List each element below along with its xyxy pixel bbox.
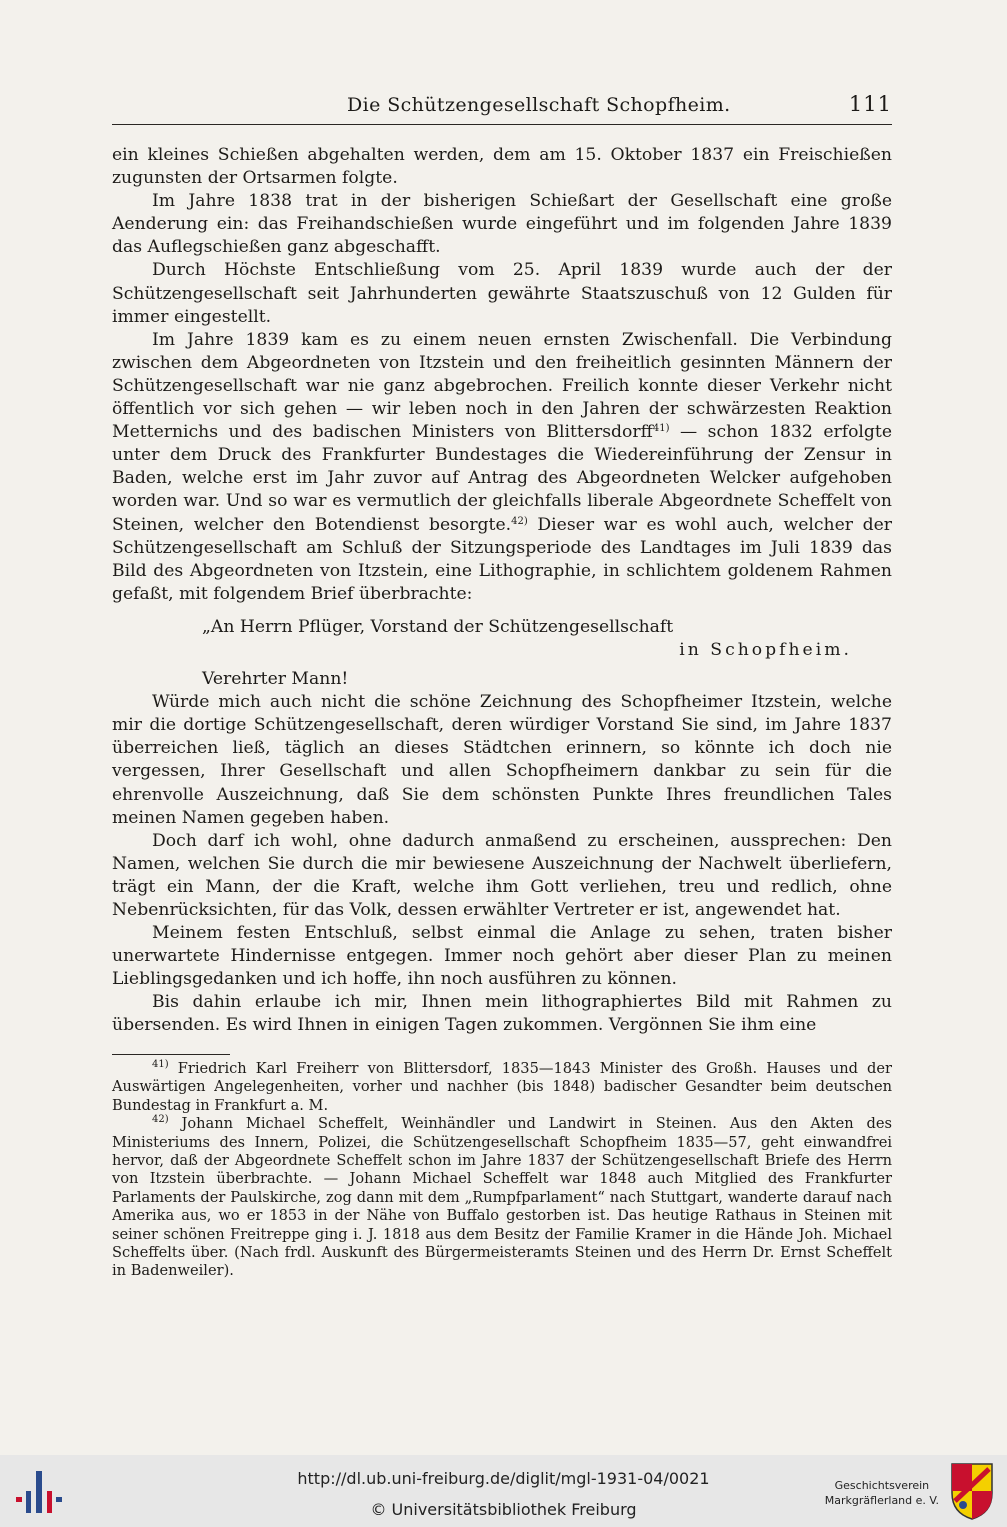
society-line: Markgräflerland e. V. <box>824 1494 939 1507</box>
letter-salutation: Verehrter Mann! <box>202 669 349 690</box>
paragraph: Im Jahre 1838 trat in der bisherigen Schießart der Gesellschaft eine große Aenderung ein: das Freihandschießen wurde eingeführt und im folgenden Jahre 1839 das Auflegschießen ganz abgeschafft. <box>112 191 892 258</box>
paragraph <box>112 329 892 606</box>
coat-of-arms-icon[interactable] <box>949 1461 995 1521</box>
society-name <box>825 1478 939 1508</box>
footnote-marker: 41) <box>152 1059 169 1070</box>
permalink-url[interactable]: http://dl.ub.uni-freiburg.de/diglit/mgl-1931-04/0021 <box>297 1469 710 1488</box>
copyright-notice: © Universitätsbibliothek Freiburg <box>370 1500 637 1519</box>
text-run: — schon 1832 erfolgte unter dem Druck des Frankfurter Bundestages die Wiedereinführung der Zensur in Baden, welche erst im Jahr zuvor auf Antrag des Abgeordneten Welcker aufgehoben worden war. Und so war es vermutlich der gleichfalls liberale Abgeordnete Scheffelt von Steinen, welcher den Botendienst besorgte. <box>112 422 893 535</box>
footnote-divider <box>112 1054 230 1055</box>
letter-paragraph: Doch darf ich wohl, ohne dadurch anmaßend zu erscheinen, aussprechen: Den Namen, welchen Sie durch die mir bewiesene Auszeichnung der Nachwelt überliefern, trägt ein Mann, der die Kraft, welche ihm Gott verliehen, treu und redlich, ohne Nebenrücksichten, für das Volk, dessen erwählter Vertreter er ist, angewendet hat. <box>112 830 892 920</box>
letter-paragraph: Bis dahin erlaube ich mir, Ihnen mein lithographiertes Bild mit Rahmen zu übersenden. Es wird Ihnen in einigen Tagen zukommen. Vergönnen Sie ihm eine <box>112 992 892 1036</box>
footnotes <box>112 1060 892 1281</box>
page-header <box>112 92 892 125</box>
footnote-text: Friedrich Karl Freiherr von Blittersdorf, 1835—1843 Minister des Großh. Hauses und der Auswärtigen Angelegenheiten, vorher und nachher (bis 1848) badischer Gesandter beim deutschen Bundestag in Frankfurt a. M. <box>112 1060 892 1114</box>
paragraph: ein kleines Schießen abgehalten werden, dem am 15. Oktober 1837 ein Freischießen zugunsten der Ortsarmen folgte. <box>112 145 892 189</box>
footnote-ref: 41) <box>652 423 670 435</box>
address-line: „An Herrn Pflüger, Vorstand der Schützengesellschaft <box>202 616 674 637</box>
page-number: 111 <box>848 92 892 116</box>
text-run: Dieser war es wohl auch, welcher der Schützengesellschaft am Schluß der Sitzungsperiode des Landtages im Juli 1839 das Bild des Abgeordneten von Itzstein, eine Lithographie, in schlichtem goldenem Rahmen gefaßt, mit folgendem Brief überbrachte: <box>112 514 892 604</box>
letter-paragraph: Würde mich auch nicht die schöne Zeichnung des Schopfheimer Itzstein, welche mir die dortige Schützengesellschaft, deren würdiger Vorstand Sie sind, im Jahre 1837 überreichen ließ, täglich an dieses Städtchen erinnern, so könnte ich doch nie vergessen, Ihrer Gesellschaft und allen Schopfheimern dankbar zu sein für die ehrenvolle Auszeichnung, daß Sie dem schönsten Punkte Ihres freundlichen Tales meinen Namen gegeben haben. <box>112 692 892 828</box>
address-line: in Schopfheim. <box>679 639 852 660</box>
viewer-footer <box>0 1455 1007 1527</box>
letter-address <box>112 616 892 662</box>
text-run: Im Jahre 1839 kam es zu einem neuen ernsten Zwischenfall. Die Verbindung zwischen dem Abgeordneten von Itzstein und den freiheitlich gesinnten Männern der Schützengesellschaft war nie ganz abgebrochen. Freilich konnte dieser Verkehr nicht öffentlich vor sich gehen — wir leben noch in den Jahren der schwärzesten Reaktion Metternichs und des badischen Ministers von Blittersdorff <box>112 329 892 443</box>
footnote <box>112 1115 892 1281</box>
footnote-ref: 42) <box>511 515 528 527</box>
footnote-text: Johann Michael Scheffelt, Weinhändler und Landwirt in Steinen. Aus den Akten des Ministeriums des Innern, Polizei, die Schützengesellschaft Schopfheim 1835—57, geht einwandfrei hervor, daß der Abgeordnete Scheffelt schon im Jahre 1837 der Schützengesellschaft Briefe des Herrn von Itzstein überbrachte. — Johann Michael Scheffelt war 1848 auch Mitglied des Frankfurter Parlaments der Paulskirche, zog dann mit dem „Rumpfparlament“ nach Stuttgart, wanderte darauf nach Amerika aus, wo er 1853 in der Nähe von Buffalo gestorben ist. Das heutige Rathaus in Steinen mit seiner schönen Freitreppe ging i. J. 1818 aus dem Besitz der Familie Kramer in die Hände Joh. Michael Scheffelts über. (Nach frdl. Auskunft des Bürgermeisteramts Steinen und des Herrn Dr. Ernst Scheffelt in Badenweiler). <box>112 1115 892 1280</box>
main-text <box>112 144 892 1038</box>
running-title: Die Schützengesellschaft Schopfheim. <box>347 94 731 116</box>
letter-paragraph: Meinem festen Entschluß, selbst einmal die Anlage zu sehen, traten bisher unerwartete Hindernisse entgegen. Immer noch gehört aber dieser Plan zu meinen Lieblingsgedanken und ich hoffe, ihn noch ausführen zu können. <box>112 923 892 990</box>
society-line: Geschichtsverein <box>834 1479 930 1492</box>
footnote-marker: 42) <box>152 1114 169 1126</box>
footnote <box>112 1060 892 1115</box>
paragraph: Durch Höchste Entschließung vom 25. April 1839 wurde auch der der Schützengesellschaft seit Jahrhunderten gewährte Staatszuschuß von 12 Gulden für immer eingestellt. <box>112 260 892 327</box>
